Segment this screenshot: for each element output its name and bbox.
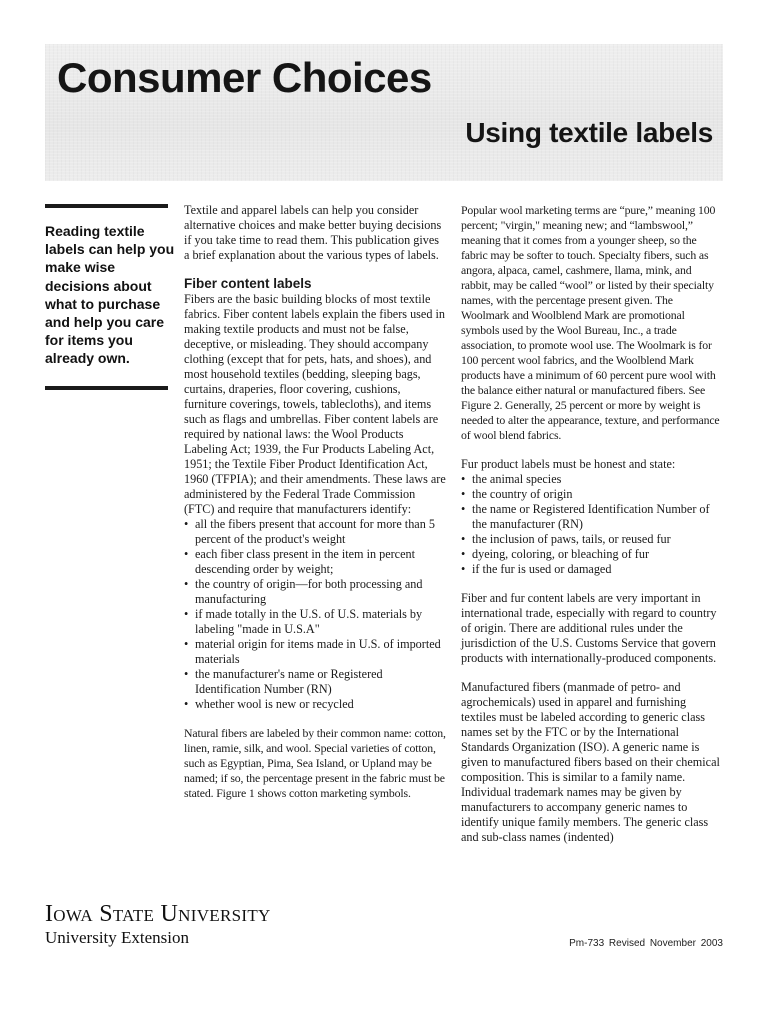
natural-fibers-paragraph: Natural fibers are labeled by their common name: cotton, linen, ramie, silk, and wool. Special varieties of cotton, such as Egyptian, Pima, Sea Island, or Upland may be named; if so, the percentage present in the fabric must be stated. Figure 1 shows cotton marketing symbols.	[184, 726, 446, 800]
list-item: • the animal species	[461, 472, 723, 487]
page-subtitle: Using textile labels	[465, 117, 713, 148]
intro-paragraph: Textile and apparel labels can help you consider alternative choices and make better buying decisions if you take time to read them. This publication gives a brief explanation about the various types of labels.	[184, 203, 442, 262]
international-trade-paragraph: Fiber and fur content labels are very important in international trade, especially with regard to country of origin. There are additional rules under the jurisdiction of the U.S. Customs Service that govern products with internationally-produced components.	[461, 591, 717, 665]
list-item: • whether wool is new or recycled	[184, 697, 446, 712]
list-item: • if made totally in the U.S. of U.S. materials by labeling "made in U.S.A"	[184, 607, 446, 637]
fiber-content-paragraph: Fibers are the basic building blocks of most textile fabrics. Fiber content labels explain the fibers used in making textile products and must not be false, deceptive, or misleading. They should accompany clothing (except that for pets, hats, and shoes), and most household textiles (bedding, sleeping bags, curtains, draperies, floor covering, cushions, furniture coverings, towels, tablecloths), and items such as flags and umbrellas. Fiber content labels are required by national laws: the Wool Products Labeling Act; 1939, the Fur Products Labeling Act, 1951; the Textile Fiber Product Identification Act, 1960 (TFPIA); and their amendments. These laws are administered by the Federal Trade Commission (FTC) and require that manufacturers identify:	[184, 292, 446, 516]
extension-unit: University Extension	[45, 928, 190, 947]
fur-intro: Fur product labels must be honest and state:	[461, 457, 676, 471]
list-item: • if the fur is used or damaged	[461, 562, 723, 577]
university-logo	[45, 900, 271, 948]
page-title: Consumer Choices	[57, 54, 432, 101]
header-banner	[45, 44, 723, 181]
list-item: • the name or Registered Identification Number of the manufacturer (RN)	[461, 502, 723, 532]
list-item: • dyeing, coloring, or bleaching of fur	[461, 547, 723, 562]
wool-terms-paragraph: Popular wool marketing terms are “pure,” meaning 100 percent; "virgin," meaning new; and “lambswool,” meaning that it comes from a younger sheep, so the fabric may be softer to touch. Specialty fibers, such as angora, alpaca, camel, cashmere, llama, mink, and rabbit, may be called “wool” or listed by their specialty names, with the percentage present given. The Woolmark and Woolblend Mark are promotional symbols used by the Wool Bureau, Inc., a trade association, to promote wool use. The Woolmark is for 100 percent wool fabrics, and the Woolblend Mark products have a minimum of 60 percent pure wool with the balance either natural or manufactured fibers. See Figure 2. Generally, 25 percent or more by weight is needed to alter the appearance, texture, and performance of wool blend fabrics.	[461, 203, 720, 442]
list-item: • the country of origin	[461, 487, 723, 502]
list-item: • the inclusion of paws, tails, or reused fur	[461, 532, 723, 547]
manufactured-fibers-paragraph: Manufactured fibers (manmade of petro- and agrochemicals) used in apparel and furnishing textiles must be labeled according to generic class names set by the FTC or by the International Standards Organization (ISO). A generic name is given to manufactured fibers based on their chemical composition. This is similar to a family name. Individual trademark names may be given by manufacturers to accompany generic names to identify unique family members. The generic class and sub-class names (indented)	[461, 680, 720, 844]
column-left	[184, 203, 446, 801]
manufacturer-requirements-list	[184, 517, 446, 712]
section-heading: Fiber content labels	[184, 276, 312, 291]
list-item: • the manufacturer's name or Registered Identification Number (RN)	[184, 667, 446, 697]
publication-info: Pm-733 Revised November 2003	[569, 938, 723, 949]
sidebar-bottom-rule	[45, 386, 168, 390]
fur-requirements-list	[461, 472, 723, 577]
list-item: • each fiber class present in the item in percent descending order by weight;	[184, 547, 446, 577]
university-name: Iowa State University	[45, 901, 271, 927]
column-right	[461, 203, 723, 845]
sidebar-top-rule	[45, 204, 168, 208]
sidebar-callout: Reading textile labels can help you make wise decisions about what to purchase and help you care for items you already own.	[45, 223, 175, 367]
list-item: • material origin for items made in U.S. of imported materials	[184, 637, 446, 667]
list-item: • all the fibers present that account for more than 5 percent of the product's weight	[184, 517, 446, 547]
list-item: • the country of origin—for both processing and manufacturing	[184, 577, 446, 607]
